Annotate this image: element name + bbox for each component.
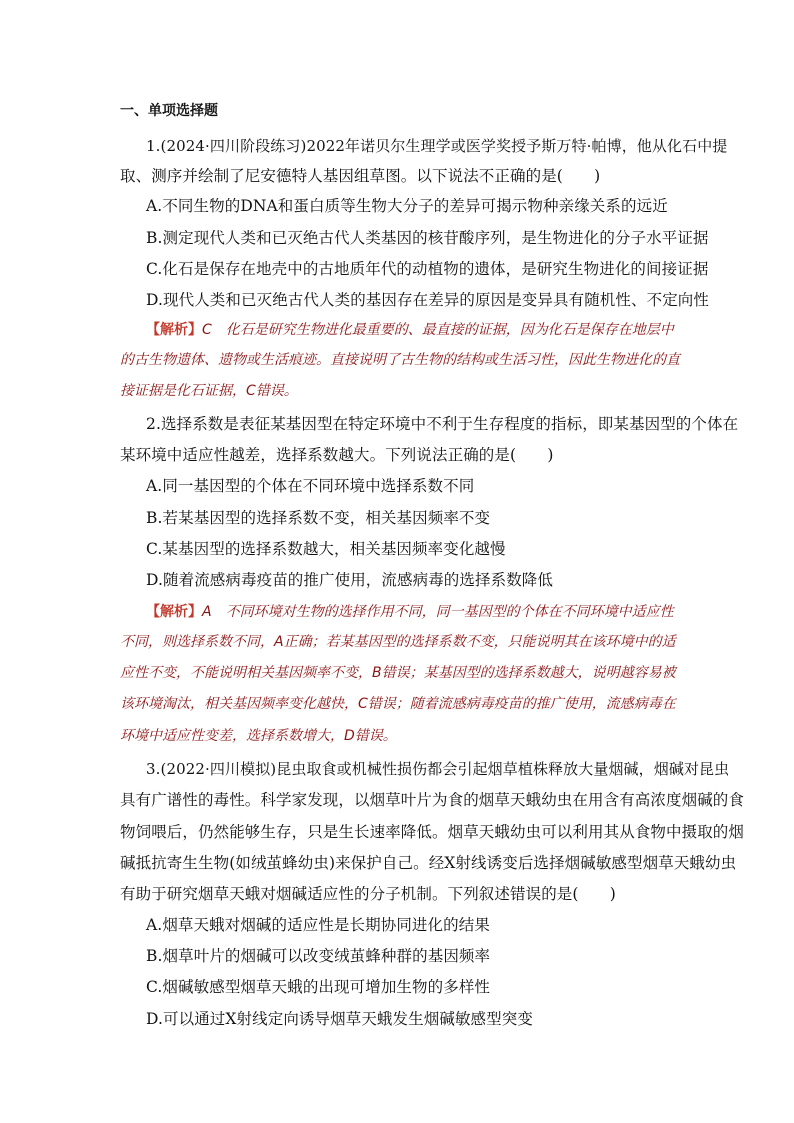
q2-analysis-line-3: 应性不变，不能说明相关基因频率不变，B错误；某基因型的选择系数越大，说明越容易被 — [120, 665, 676, 681]
q2-stem-line-2: 某环境中适应性越差，选择系数越大。下列说法正确的是( ) — [120, 446, 554, 464]
q1-option-b: B.测定现代人类和已灭绝古代人类基因的核苷酸序列，是生物进化的分子水平证据 — [146, 229, 709, 247]
q1-option-c: C.化石是保存在地壳中的古地质年代的动植物的遗体，是研究生物进化的间接证据 — [146, 260, 709, 278]
q3-option-b: B.烟草叶片的烟碱可以改变绒茧蜂种群的基因频率 — [146, 947, 491, 965]
q2-analysis-tag: 【解析】 — [146, 604, 202, 620]
q2-analysis-text-1: A 不同环境对生物的选择作用不同，同一基因型的个体在不同环境中适应性 — [202, 604, 674, 620]
q1-analysis-text-1: C 化石是研究生物进化最重要的、最直接的证据，因为化石是保存在地层中 — [202, 322, 674, 338]
q1-stem-line-1: 1.(2024·四川阶段练习)2022年诺贝尔生理学或医学奖授予斯万特·帕博，他从化石中提 — [146, 137, 728, 155]
q1-analysis-line-2: 的古生物遗体、遗物或生活痕迹。直接说明了古生物的结构或生活习性，因此生物进化的直 — [120, 352, 680, 368]
q2-option-a: A.同一基因型的个体在不同环境中选择系数不同 — [146, 477, 475, 495]
q3-option-a: A.烟草天蛾对烟碱的适应性是长期协同进化的结果 — [146, 916, 490, 934]
q1-stem-line-2: 取、测序并绘制了尼安德特人基因组草图。以下说法不正确的是( ) — [120, 167, 601, 185]
q1-option-d: D.现代人类和已灭绝古代人类的基因存在差异的原因是变异具有随机性、不定向性 — [146, 291, 710, 309]
q2-analysis-line-4: 该环境淘汰，相关基因频率变化越快，C错误；随着流感病毒疫苗的推广使用，流感病毒在 — [120, 696, 676, 712]
q3-stem-line-2: 具有广谱性的毒性。科学家发现，以烟草叶片为食的烟草天蛾幼虫在用含有高浓度烟碱的食 — [120, 791, 745, 809]
q2-stem-line-1: 2.选择系数是表征某基因型在特定环境中不利于生存程度的指标，即某基因型的个体在 — [146, 415, 739, 433]
section-title: 一、单项选择题 — [120, 103, 218, 119]
q3-stem-line-1: 3.(2022·四川模拟)昆虫取食或机械性损伤都会引起烟草植株释放大量烟碱，烟碱对昆虫 — [146, 760, 730, 778]
q1-analysis-line-3: 接证据是化石证据，C错误。 — [120, 383, 298, 399]
q2-analysis-line-1 — [146, 602, 674, 622]
q3-option-d: D.可以通过X射线定向诱导烟草天蛾发生烟碱敏感型突变 — [146, 1010, 533, 1028]
q1-analysis-line-1 — [146, 320, 674, 340]
q3-option-c: C.烟碱敏感型烟草天蛾的出现可增加生物的多样性 — [146, 978, 491, 996]
q2-option-d: D.随着流感病毒疫苗的推广使用，流感病毒的选择系数降低 — [146, 571, 554, 589]
q1-analysis-tag: 【解析】 — [146, 322, 202, 338]
q2-option-b: B.若某基因型的选择系数不变，相关基因频率不变 — [146, 509, 491, 527]
q1-option-a: A.不同生物的DNA和蛋白质等生物大分子的差异可揭示物种亲缘关系的远近 — [146, 197, 668, 215]
q3-stem-line-5: 有助于研究烟草天蛾对烟碱适应性的分子机制。下列叙述错误的是( ) — [120, 885, 616, 903]
q3-stem-line-3: 物饲喂后，仍然能够生存，只是生长速率降低。烟草天蛾幼虫可以利用其从食物中摄取的烟 — [120, 823, 745, 841]
q2-analysis-line-5: 环境中适应性变差，选择系数增大，D错误。 — [120, 728, 397, 744]
q3-stem-line-4: 碱抵抗寄生生物(如绒茧蜂幼虫)来保护自己。经X射线诱变后选择烟碱敏感型烟草天蛾幼虫 — [120, 854, 737, 872]
q2-analysis-line-2: 不同，则选择系数不同，A正确；若某基因型的选择系数不变，只能说明其在该环境中的适 — [120, 634, 676, 650]
q2-option-c: C.某基因型的选择系数越大，相关基因频率变化越慢 — [146, 540, 506, 558]
